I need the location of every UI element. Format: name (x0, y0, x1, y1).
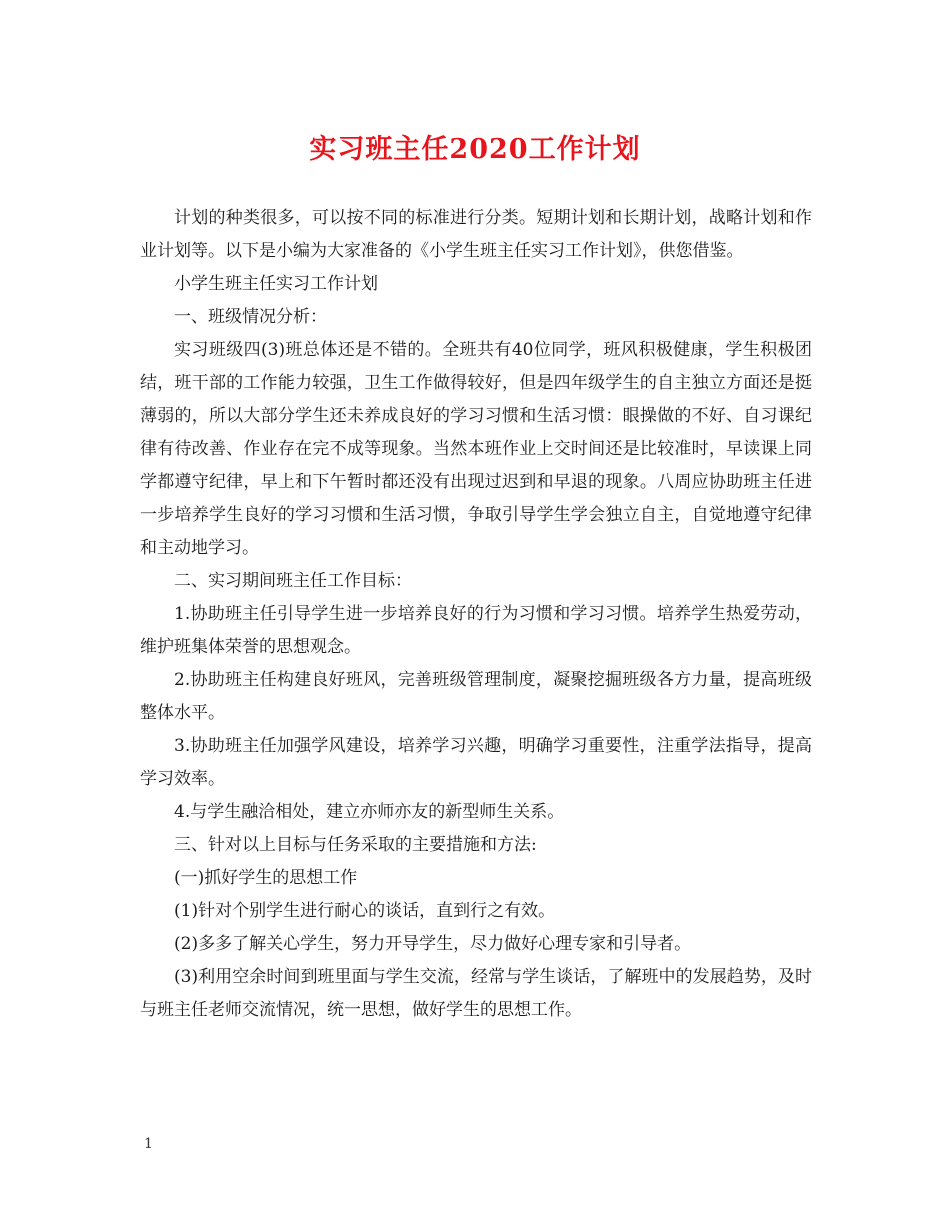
list-item-goal-4: 4.与学生融洽相处，建立亦师亦友的新型师生关系。 (174, 802, 565, 822)
paragraph-subtitle: 小学生班主任实习工作计划 (174, 274, 378, 294)
heading-work-goals: 二、实习期间班主任工作目标： (174, 571, 412, 591)
document-title: 实习班主任2020工作计划 (309, 134, 641, 165)
list-item-goal-3: 3.协助班主任加强学风建设，培养学习兴趣，明确学习重要性，注重学法指导，提高学习效率。 (140, 736, 812, 789)
list-item-measure-3: (3)利用空余时间到班里面与学生交流，经常与学生谈话，了解班中的发展趋势，及时与班主任老师交流情况，统一思想，做好学生的思想工作。 (140, 967, 812, 1020)
heading-class-analysis: 一、班级情况分析： (174, 307, 327, 327)
document-body (140, 202, 812, 1027)
heading-measures: 三、针对以上目标与任务采取的主要措施和方法: (174, 835, 537, 855)
subheading-thought-work: (一)抓好学生的思想工作 (174, 868, 358, 888)
page-number: 1 (144, 1136, 153, 1152)
list-item-measure-1: (1)针对个别学生进行耐心的谈话，直到行之有效。 (174, 901, 556, 921)
list-item-goal-1: 1.协助班主任引导学生进一步培养良好的行为习惯和学习习惯。培养学生热爱劳动，维护班集体荣誉的思想观念。 (140, 604, 812, 657)
paragraph-class-analysis: 实习班级四(3)班总体还是不错的。全班共有40位同学，班风积极健康，学生积极团结，班干部的工作能力较强，卫生工作做得较好，但是四年级学生的自主独立方面还是挺薄弱的，所以大部分学生还未养成良好的学习习惯和生活习惯：眼操做的不好、自习课纪律有待改善、作业存在完不成等现象。当然本班作业上交时间还是比较准时，早读课上同学都遵守纪律，早上和下午暂时都还没有出现过迟到和早退的现象。八周应协助班主任进一步培养学生良好的学习习惯和生活习惯，争取引导学生学会独立自主，自觉地遵守纪律和主动地学习。 (140, 340, 812, 558)
list-item-measure-2: (2)多多了解关心学生，努力开导学生，尽力做好心理专家和引导者。 (174, 934, 692, 954)
paragraph-intro: 计划的种类很多，可以按不同的标准进行分类。短期计划和长期计划，战略计划和作业计划等。以下是小编为大家准备的《小学生班主任实习工作计划》，供您借鉴。 (140, 208, 812, 261)
list-item-goal-2: 2.协助班主任构建良好班风，完善班级管理制度，凝聚挖掘班级各方力量，提高班级整体水平。 (140, 670, 812, 723)
